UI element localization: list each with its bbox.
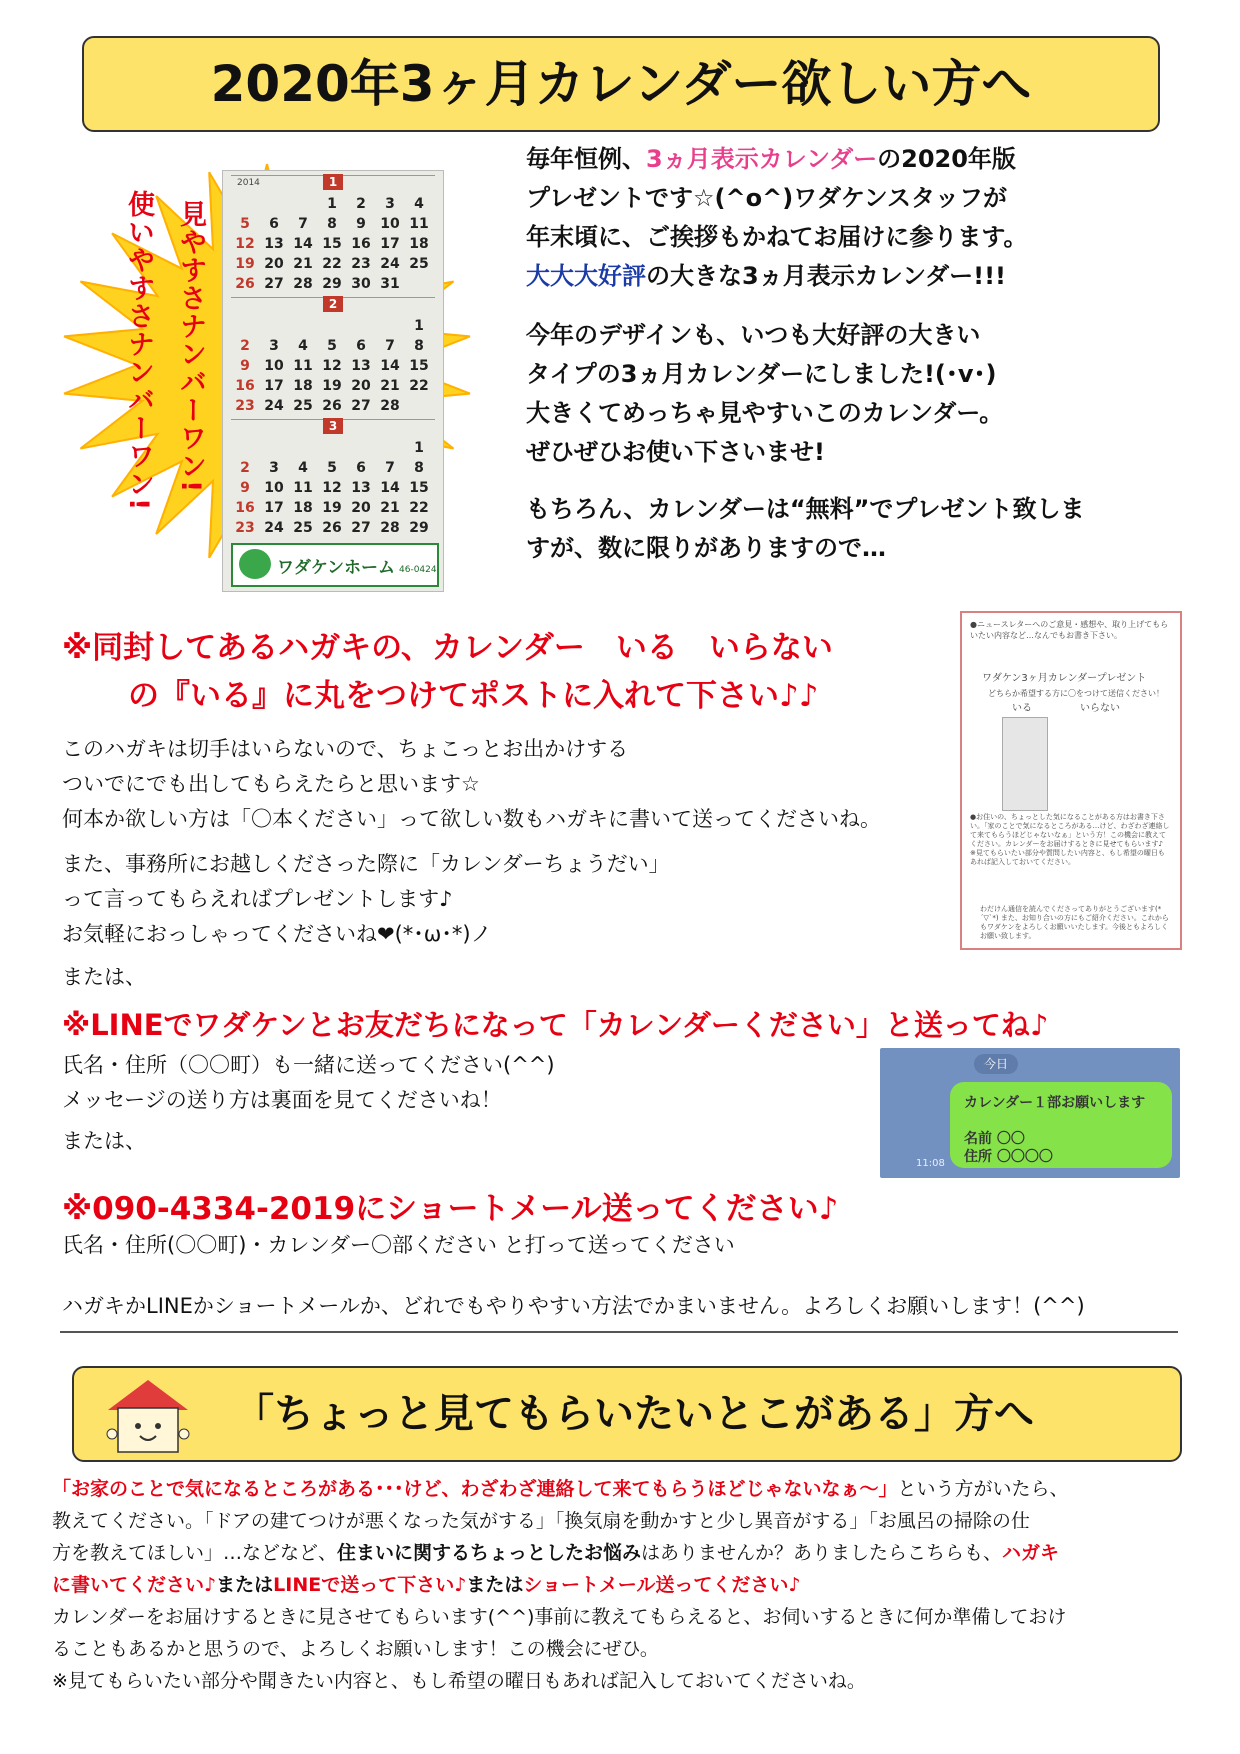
chat-date-pill: 今日 [974,1054,1018,1074]
calendar-day: 30 [351,276,371,292]
hagaki-line-3: 何本か欲しい方は「〇本ください」って欲しい数もハガキに書いて送ってくださいね。 [62,807,881,831]
calendar-day: 25 [409,256,429,272]
calendar-day: 24 [264,520,284,536]
calendar-day: 24 [380,256,400,272]
chat-message-3: 住所 〇〇〇〇 [964,1149,1053,1165]
calendar-day: 19 [322,500,342,516]
section2-banner [72,1366,1182,1462]
postcard-thumbnail [960,611,1182,950]
calendar-day: 20 [264,256,284,272]
calendar-month [231,175,435,294]
calendar-day: 28 [293,276,313,292]
calendar-day: 19 [235,256,255,272]
calendar-day: 27 [351,398,371,414]
calendar-day: 28 [380,398,400,414]
calendar-day: 18 [293,500,313,516]
intro-p4-b: の大きな3ヵ月表示カレンダー!!! [646,262,1006,290]
calendar-day: 20 [351,500,371,516]
postcard-top-text: ●ニュースレターへのご意見・感想や、取り上げてもらいたい内容など…なんでもお書き下さい。 [970,620,1169,640]
chat-message-2: 名前 〇〇 [964,1131,1025,1147]
bottom-r3: ハガキ [1002,1542,1060,1564]
calendar-day: 22 [409,378,429,394]
calendar-day: 11 [293,480,313,496]
sms-line-2: ハガキかLINEかショートメールか、どれでもやりやすい方法でかまいません。よろしくお願いします！(^^) [62,1294,1085,1318]
calendar-day: 1 [327,196,337,212]
bottom-a7: ※見てもらいたい部分や聞きたい内容と、もし希望の曜日もあれば記入しておいてくださいね。 [52,1670,866,1692]
bottom-r4: に書いてください♪ [52,1574,217,1596]
calendar-logo [231,543,439,587]
frog-icon [239,549,271,579]
postcard-subtitle: どちらか希望する方に〇をつけて送信ください！ [988,689,1164,698]
calendar-photo [222,170,444,592]
burst-text-1: 見やすさナンバーワン! [175,200,206,494]
calendar-day: 23 [235,398,255,414]
hagaki-line-1: このハガキは切手はいらないので、ちょこっとお出かけする [62,737,629,761]
intro-p1-a: 毎年恒例、 [526,145,646,173]
intro-p8: ぜひぜひお使い下さいませ! [526,438,825,466]
calendar-day: 17 [380,236,400,252]
hagaki-line-2: ついでにでも出してもらえたらと思います☆ [62,772,480,796]
intro-text [526,140,1186,568]
intro-p6: タイプの3ヵ月カレンダーにしました!(･v･) [526,360,997,388]
calendar-day: 3 [385,196,395,212]
page-title: 2020年3ヶ月カレンダー欲しい方へ [210,55,1032,113]
calendar-day: 3 [269,338,279,354]
calendar-day: 15 [409,480,429,496]
calendar-day: 1 [414,440,424,456]
calendar-day: 14 [380,480,400,496]
calendar-day: 10 [264,358,284,374]
line-line-1: 氏名・住所（〇〇町）も一緒に送ってください(^^) [62,1053,555,1077]
line-or: または、 [62,1129,146,1153]
calendar-day: 5 [327,460,337,476]
calendar-day: 4 [414,196,424,212]
calendar-day: 26 [235,276,255,292]
bottom-a4: または [216,1574,274,1596]
line-line-2: メッセージの送り方は裏面を見てくださいね！ [62,1088,502,1112]
calendar-day: 29 [409,520,429,536]
calendar-day: 4 [298,338,308,354]
calendar-day: 17 [264,500,284,516]
calendar-month-number: 3 [323,418,343,434]
hagaki-line-4: また、事務所にお越しくださった際に「カレンダーちょうだい」 [62,852,670,876]
calendar-day: 10 [380,216,400,232]
hagaki-or: または、 [62,965,146,989]
calendar-day: 12 [322,358,342,374]
calendar-day: 14 [293,236,313,252]
calendar-day: 9 [356,216,366,232]
calendar-day: 21 [380,500,400,516]
hagaki-heading-2: の『いる』に丸をつけてポストに入れて下さい♪♪ [128,678,819,714]
calendar-day: 6 [356,338,366,354]
calendar-day: 31 [380,276,400,292]
line-chat-screenshot [880,1048,1180,1178]
intro-p5: 今年のデザインも、いつも大好評の大きい [526,321,981,349]
calendar-day: 12 [235,236,255,252]
burst-text-2: 使いやすさナンバーワン! [123,190,154,512]
hagaki-line-5: って言ってもらえればプレゼントします♪ [62,887,453,911]
calendar-day: 2 [240,338,250,354]
postcard-title: ワダケン3ヶ月カレンダープレゼント [982,673,1147,684]
hagaki-body [62,732,942,995]
calendar-day: 24 [264,398,284,414]
calendar-day: 21 [293,256,313,272]
intro-p7: 大きくてめっちゃ見やすいこのカレンダー。 [526,399,1004,427]
calendar-logo-text: ワダケンホーム [277,558,395,578]
bottom-a4b: または [466,1574,524,1596]
chat-message-1: カレンダー１部お願いします [964,1095,1146,1111]
title-banner [82,36,1160,132]
calendar-day: 9 [240,480,250,496]
calendar-day: 23 [351,256,371,272]
intro-p1-highlight: 3ヵ月表示カレンダー [646,145,878,173]
calendar-day: 25 [293,520,313,536]
calendar-month-number: 2 [323,296,343,312]
calendar-day: 8 [327,216,337,232]
calendar-day: 4 [298,460,308,476]
calendar-logo-phone: 46-0424 [399,565,437,575]
chat-bubble [950,1082,1172,1168]
calendar-day: 6 [356,460,366,476]
calendar-day: 15 [322,236,342,252]
intro-p1-b: の2020年版 [877,145,1016,173]
calendar-day: 12 [322,480,342,496]
calendar-day: 15 [409,358,429,374]
calendar-day: 6 [269,216,279,232]
calendar-day: 5 [240,216,250,232]
calendar-day: 5 [327,338,337,354]
calendar-day: 25 [293,398,313,414]
postcard-option-yes: いる [1012,703,1032,714]
postcard-calendar-image [1002,717,1048,811]
sms-heading: ※090-4334-2019にショートメール送ってください♪ [62,1191,839,1227]
calendar-month [231,297,435,416]
bottom-a3b: はありませんか？ありましたらこちらも、 [641,1542,1003,1564]
calendar-day: 13 [264,236,284,252]
calendar-day: 10 [264,480,284,496]
calendar-day: 14 [380,358,400,374]
house-icon [102,1376,194,1456]
calendar-day: 11 [293,358,313,374]
calendar-day: 1 [414,318,424,334]
hagaki-heading-1: ※同封してあるハガキの、カレンダー いる いらない [62,630,833,666]
calendar-day: 19 [322,378,342,394]
calendar-year: 2014 [237,178,260,188]
calendar-day: 8 [414,460,424,476]
calendar-day: 18 [409,236,429,252]
calendar-day: 21 [380,378,400,394]
calendar-day: 23 [235,520,255,536]
calendar-day: 16 [235,500,255,516]
bottom-a6: ることもあるかと思うので、よろしくお願いします！この機会にぜひ。 [52,1638,659,1660]
bottom-r4c: ショートメール送ってください♪ [523,1574,801,1596]
line-body [62,1048,862,1159]
calendar-day: 11 [409,216,429,232]
calendar-day: 7 [385,338,395,354]
calendar-day: 13 [351,358,371,374]
bottom-text [52,1473,1188,1697]
calendar-day: 7 [298,216,308,232]
postcard-note: ●お住いの、ちょっとした気になることがある方はお書き下さい。「家のことで気になるところがある…けど、わざわざ連絡して来てもらうほどじゃないなぁ」という方！この機会に教えてください。カレンダーをお届けするときに見せてもらいます♪ ※見てもらいたい部分や質問したい内容と、もし希望の曜日もあれば記入しておいてください。 [970,813,1170,866]
calendar-day: 27 [264,276,284,292]
calendar-month [231,419,435,538]
calendar-day: 9 [240,358,250,374]
line-heading: ※LINEでワダケンとお友だちになって「カレンダーください」と送ってね♪ [62,1008,1049,1042]
calendar-day: 16 [235,378,255,394]
postcard-option-no: いらない [1080,703,1120,714]
intro-p3: 年末頃に、ご挨拶もかねてお届けに参ります。 [526,223,1028,251]
calendar-day: 22 [322,256,342,272]
calendar-day: 22 [409,500,429,516]
intro-p4-highlight: 大大大好評 [526,262,646,290]
intro-p9: もちろん、カレンダーは“無料”でプレゼント致しま [526,495,1085,523]
calendar-day: 2 [240,460,250,476]
calendar-day: 16 [351,236,371,252]
calendar-day: 26 [322,520,342,536]
bottom-quote: 「お家のことで気になるところがある･･･けど、わざわざ連絡して来てもらうほどじゃないなぁ～」 [52,1478,898,1500]
calendar-day: 17 [264,378,284,394]
bottom-r4b: LINEで送って下さい♪ [273,1574,467,1596]
calendar-day: 26 [322,398,342,414]
bottom-a2: 教えてください。「ドアの建てつけが悪くなった気がする」「換気扇を動かすと少し異音がする」「お風呂の掃除の仕 [52,1510,1030,1532]
calendar-day: 29 [322,276,342,292]
bottom-a3: 方を教えてほしい」…などなど、 [52,1542,338,1564]
intro-p10: すが、数に限りがありますので… [526,534,886,562]
section2-title: 「ちょっと見てもらいたいとこがある」方へ [234,1391,1034,1437]
intro-p2: プレゼントです☆(^o^)ワダケンスタッフが [526,184,1008,212]
bottom-a5: カレンダーをお届けするときに見させてもらいます(^^)事前に教えてもらえると、お伺いするときに何か準備しておけ [52,1606,1067,1628]
divider [60,1331,1178,1333]
calendar-day: 13 [351,480,371,496]
chat-time: 11:08 [916,1158,945,1169]
calendar-day: 20 [351,378,371,394]
calendar-day: 3 [269,460,279,476]
calendar-day: 2 [356,196,366,212]
calendar-day: 28 [380,520,400,536]
calendar-day: 7 [385,460,395,476]
hagaki-line-6: お気軽におっしゃってくださいね❤(*･ω･*)ノ [62,922,492,946]
calendar-day: 8 [414,338,424,354]
bottom-b3: 住まいに関するちょっとしたお悩み [337,1542,642,1564]
sms-line-1: 氏名・住所(〇〇町)・カレンダー〇部ください と打って送ってください [62,1233,735,1257]
calendar-month-number: 1 [323,174,343,190]
postcard-footer: わだけん通信を読んでくださってありがとうございます(*´▽`*) また、お知り合いの方にもご紹介ください。これからもワダケンをよろしくお願いいたします。今後ともよろしくお願い致します。 [980,905,1169,940]
calendar-day: 27 [351,520,371,536]
calendar-day: 18 [293,378,313,394]
bottom-a1: という方がいたら、 [897,1478,1069,1500]
